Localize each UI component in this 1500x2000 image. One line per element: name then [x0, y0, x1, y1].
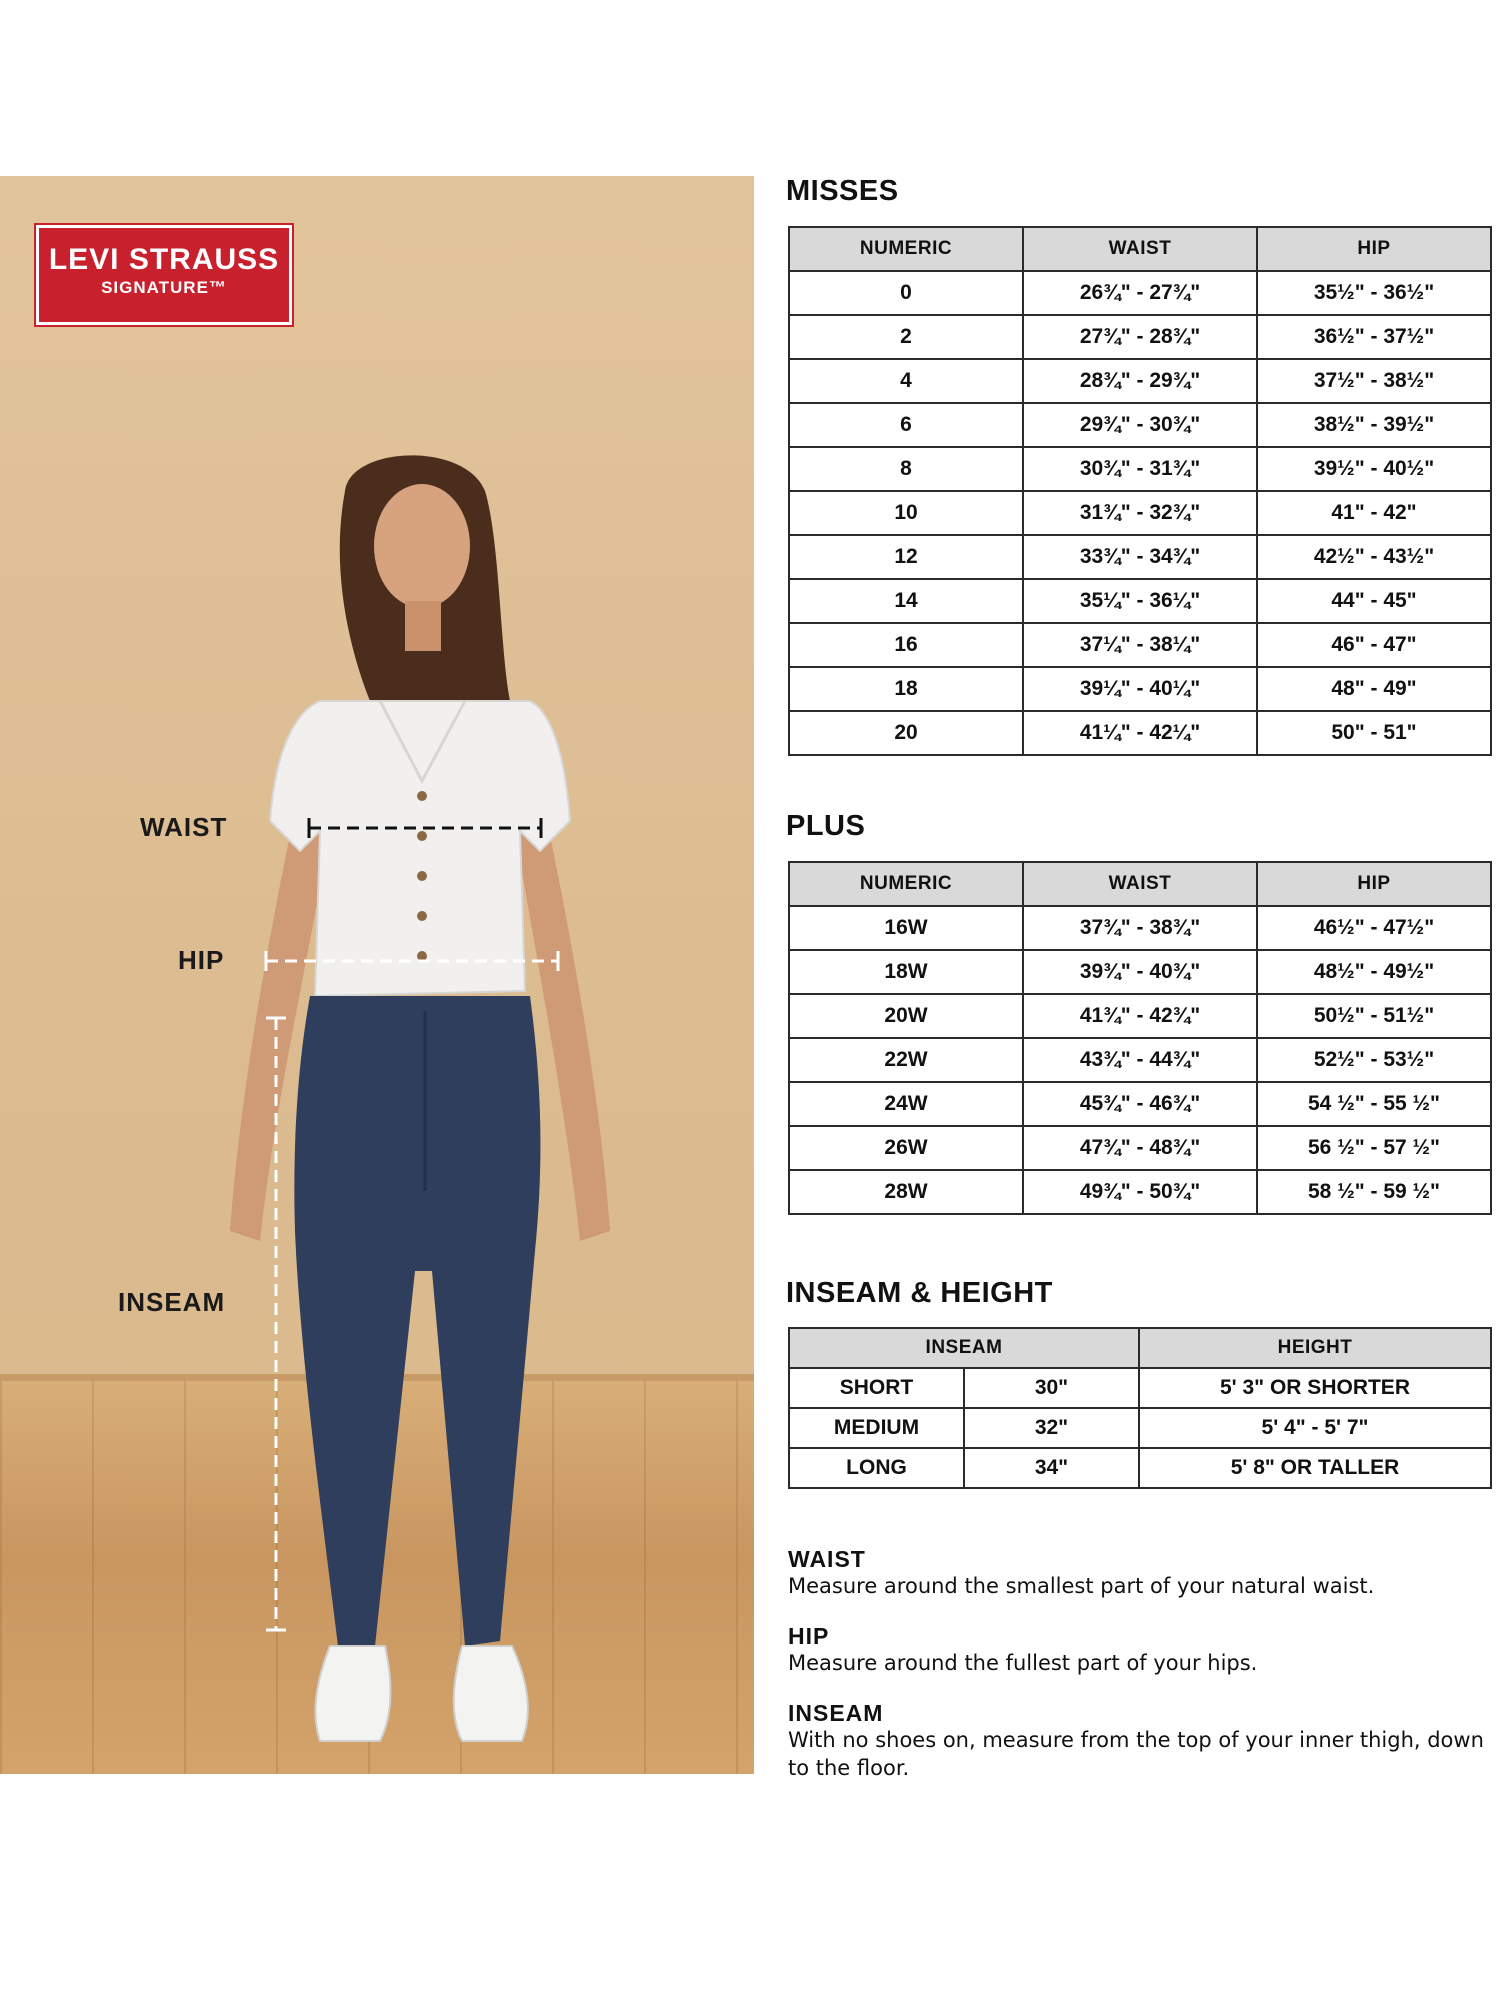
hip-cell: 58 ½" - 59 ½" [1257, 1170, 1491, 1214]
inseam-cell: 34" [964, 1448, 1139, 1488]
table-row [789, 1170, 1491, 1214]
size-cell: 8 [789, 447, 1023, 491]
hip-label: HIP [178, 945, 225, 975]
table-row [789, 667, 1491, 711]
table-row [789, 1368, 1491, 1408]
inseam-height-title: INSEAM & HEIGHT [786, 1277, 1053, 1309]
waist-measure-line [305, 816, 545, 840]
hip-measure-line [262, 949, 562, 973]
guide-title: INSEAM [788, 1700, 884, 1726]
waist-cell: 29¾" - 30¾" [1023, 403, 1257, 447]
size-cell: 22W [789, 1038, 1023, 1082]
model-photo [0, 176, 754, 1774]
table-row [789, 491, 1491, 535]
guide-hip [788, 1623, 1488, 1677]
table-row [789, 403, 1491, 447]
table-row [789, 271, 1491, 315]
table-row [789, 1126, 1491, 1170]
size-cell: 16 [789, 623, 1023, 667]
waist-cell: 33¾" - 34¾" [1023, 535, 1257, 579]
column-header: WAIST [1023, 862, 1257, 906]
hip-cell: 37½" - 38½" [1257, 359, 1491, 403]
table-header-row [789, 227, 1491, 271]
waist-cell: 30¾" - 31¾" [1023, 447, 1257, 491]
misses-table [788, 226, 1492, 756]
waist-label: WAIST [140, 812, 228, 842]
waist-cell: 26¾" - 27¾" [1023, 271, 1257, 315]
misses-title: MISSES [786, 175, 899, 207]
guide-text: With no shoes on, measure from the top of your inner thigh, down to the floor. [788, 1728, 1484, 1780]
length-cell: MEDIUM [789, 1408, 964, 1448]
hip-cell: 48" - 49" [1257, 667, 1491, 711]
size-cell: 4 [789, 359, 1023, 403]
hip-cell: 48½" - 49½" [1257, 950, 1491, 994]
column-header: INSEAM [789, 1328, 1139, 1368]
waist-cell: 41¾" - 42¾" [1023, 994, 1257, 1038]
waist-cell: 47¾" - 48¾" [1023, 1126, 1257, 1170]
table-row [789, 994, 1491, 1038]
guide-title: WAIST [788, 1546, 866, 1572]
plus-table [788, 861, 1492, 1215]
waist-cell: 43¾" - 44¾" [1023, 1038, 1257, 1082]
hip-cell: 52½" - 53½" [1257, 1038, 1491, 1082]
table-row [789, 623, 1491, 667]
hip-cell: 54 ½" - 55 ½" [1257, 1082, 1491, 1126]
hip-cell: 56 ½" - 57 ½" [1257, 1126, 1491, 1170]
size-cell: 20W [789, 994, 1023, 1038]
hip-cell: 35½" - 36½" [1257, 271, 1491, 315]
height-cell: 5' 8" OR TALLER [1139, 1448, 1491, 1488]
hip-cell: 36½" - 37½" [1257, 315, 1491, 359]
size-cell: 12 [789, 535, 1023, 579]
column-header: HIP [1257, 227, 1491, 271]
guide-waist [788, 1546, 1488, 1600]
table-row [789, 447, 1491, 491]
size-cell: 24W [789, 1082, 1023, 1126]
table-row [789, 359, 1491, 403]
guide-text: Measure around the fullest part of your hips. [788, 1651, 1258, 1675]
hip-cell: 44" - 45" [1257, 579, 1491, 623]
waist-cell: 37¾" - 38¾" [1023, 906, 1257, 950]
size-cell: 0 [789, 271, 1023, 315]
guide-text: Measure around the smallest part of your natural waist. [788, 1574, 1375, 1598]
hip-cell: 50" - 51" [1257, 711, 1491, 755]
waist-cell: 27¾" - 28¾" [1023, 315, 1257, 359]
table-row [789, 950, 1491, 994]
table-header-row [789, 1328, 1491, 1368]
brand-subline: SIGNATURE™ [101, 278, 227, 297]
size-cell: 18W [789, 950, 1023, 994]
inseam-cell: 30" [964, 1368, 1139, 1408]
column-header: NUMERIC [789, 227, 1023, 271]
table-row [789, 906, 1491, 950]
hip-cell: 39½" - 40½" [1257, 447, 1491, 491]
size-cell: 26W [789, 1126, 1023, 1170]
hip-cell: 41" - 42" [1257, 491, 1491, 535]
size-cell: 20 [789, 711, 1023, 755]
brand-logo [36, 225, 292, 325]
guide-inseam [788, 1700, 1488, 1782]
waist-cell: 35¼" - 36¼" [1023, 579, 1257, 623]
guide-title: HIP [788, 1623, 830, 1649]
table-row [789, 1408, 1491, 1448]
column-header: HIP [1257, 862, 1491, 906]
table-row [789, 1082, 1491, 1126]
waist-cell: 39¾" - 40¾" [1023, 950, 1257, 994]
inseam-label: INSEAM [118, 1287, 226, 1317]
table-row [789, 535, 1491, 579]
waist-cell: 41¼" - 42¼" [1023, 711, 1257, 755]
brand-name: LEVI STRAUSS [48, 243, 280, 276]
size-cell: 2 [789, 315, 1023, 359]
column-header: WAIST [1023, 227, 1257, 271]
hip-cell: 46" - 47" [1257, 623, 1491, 667]
hip-cell: 38½" - 39½" [1257, 403, 1491, 447]
size-cell: 10 [789, 491, 1023, 535]
hip-cell: 42½" - 43½" [1257, 535, 1491, 579]
size-cell: 14 [789, 579, 1023, 623]
waist-cell: 39¼" - 40¼" [1023, 667, 1257, 711]
table-row [789, 1448, 1491, 1488]
column-header: HEIGHT [1139, 1328, 1491, 1368]
waist-cell: 37¼" - 38¼" [1023, 623, 1257, 667]
table-row [789, 1038, 1491, 1082]
length-cell: SHORT [789, 1368, 964, 1408]
inseam-cell: 32" [964, 1408, 1139, 1448]
height-cell: 5' 4" - 5' 7" [1139, 1408, 1491, 1448]
size-cell: 6 [789, 403, 1023, 447]
plus-title: PLUS [786, 810, 866, 842]
waist-cell: 45¾" - 46¾" [1023, 1082, 1257, 1126]
table-header-row [789, 862, 1491, 906]
hip-cell: 46½" - 47½" [1257, 906, 1491, 950]
inseam-height-table [788, 1327, 1492, 1489]
column-header: NUMERIC [789, 862, 1023, 906]
hip-cell: 50½" - 51½" [1257, 994, 1491, 1038]
size-cell: 28W [789, 1170, 1023, 1214]
length-cell: LONG [789, 1448, 964, 1488]
waist-cell: 31¾" - 32¾" [1023, 491, 1257, 535]
table-row [789, 315, 1491, 359]
height-cell: 5' 3" OR SHORTER [1139, 1368, 1491, 1408]
table-row [789, 711, 1491, 755]
waist-cell: 49¾" - 50¾" [1023, 1170, 1257, 1214]
size-cell: 16W [789, 906, 1023, 950]
inseam-measure-line [264, 1014, 288, 1634]
waist-cell: 28¾" - 29¾" [1023, 359, 1257, 403]
table-row [789, 579, 1491, 623]
size-cell: 18 [789, 667, 1023, 711]
